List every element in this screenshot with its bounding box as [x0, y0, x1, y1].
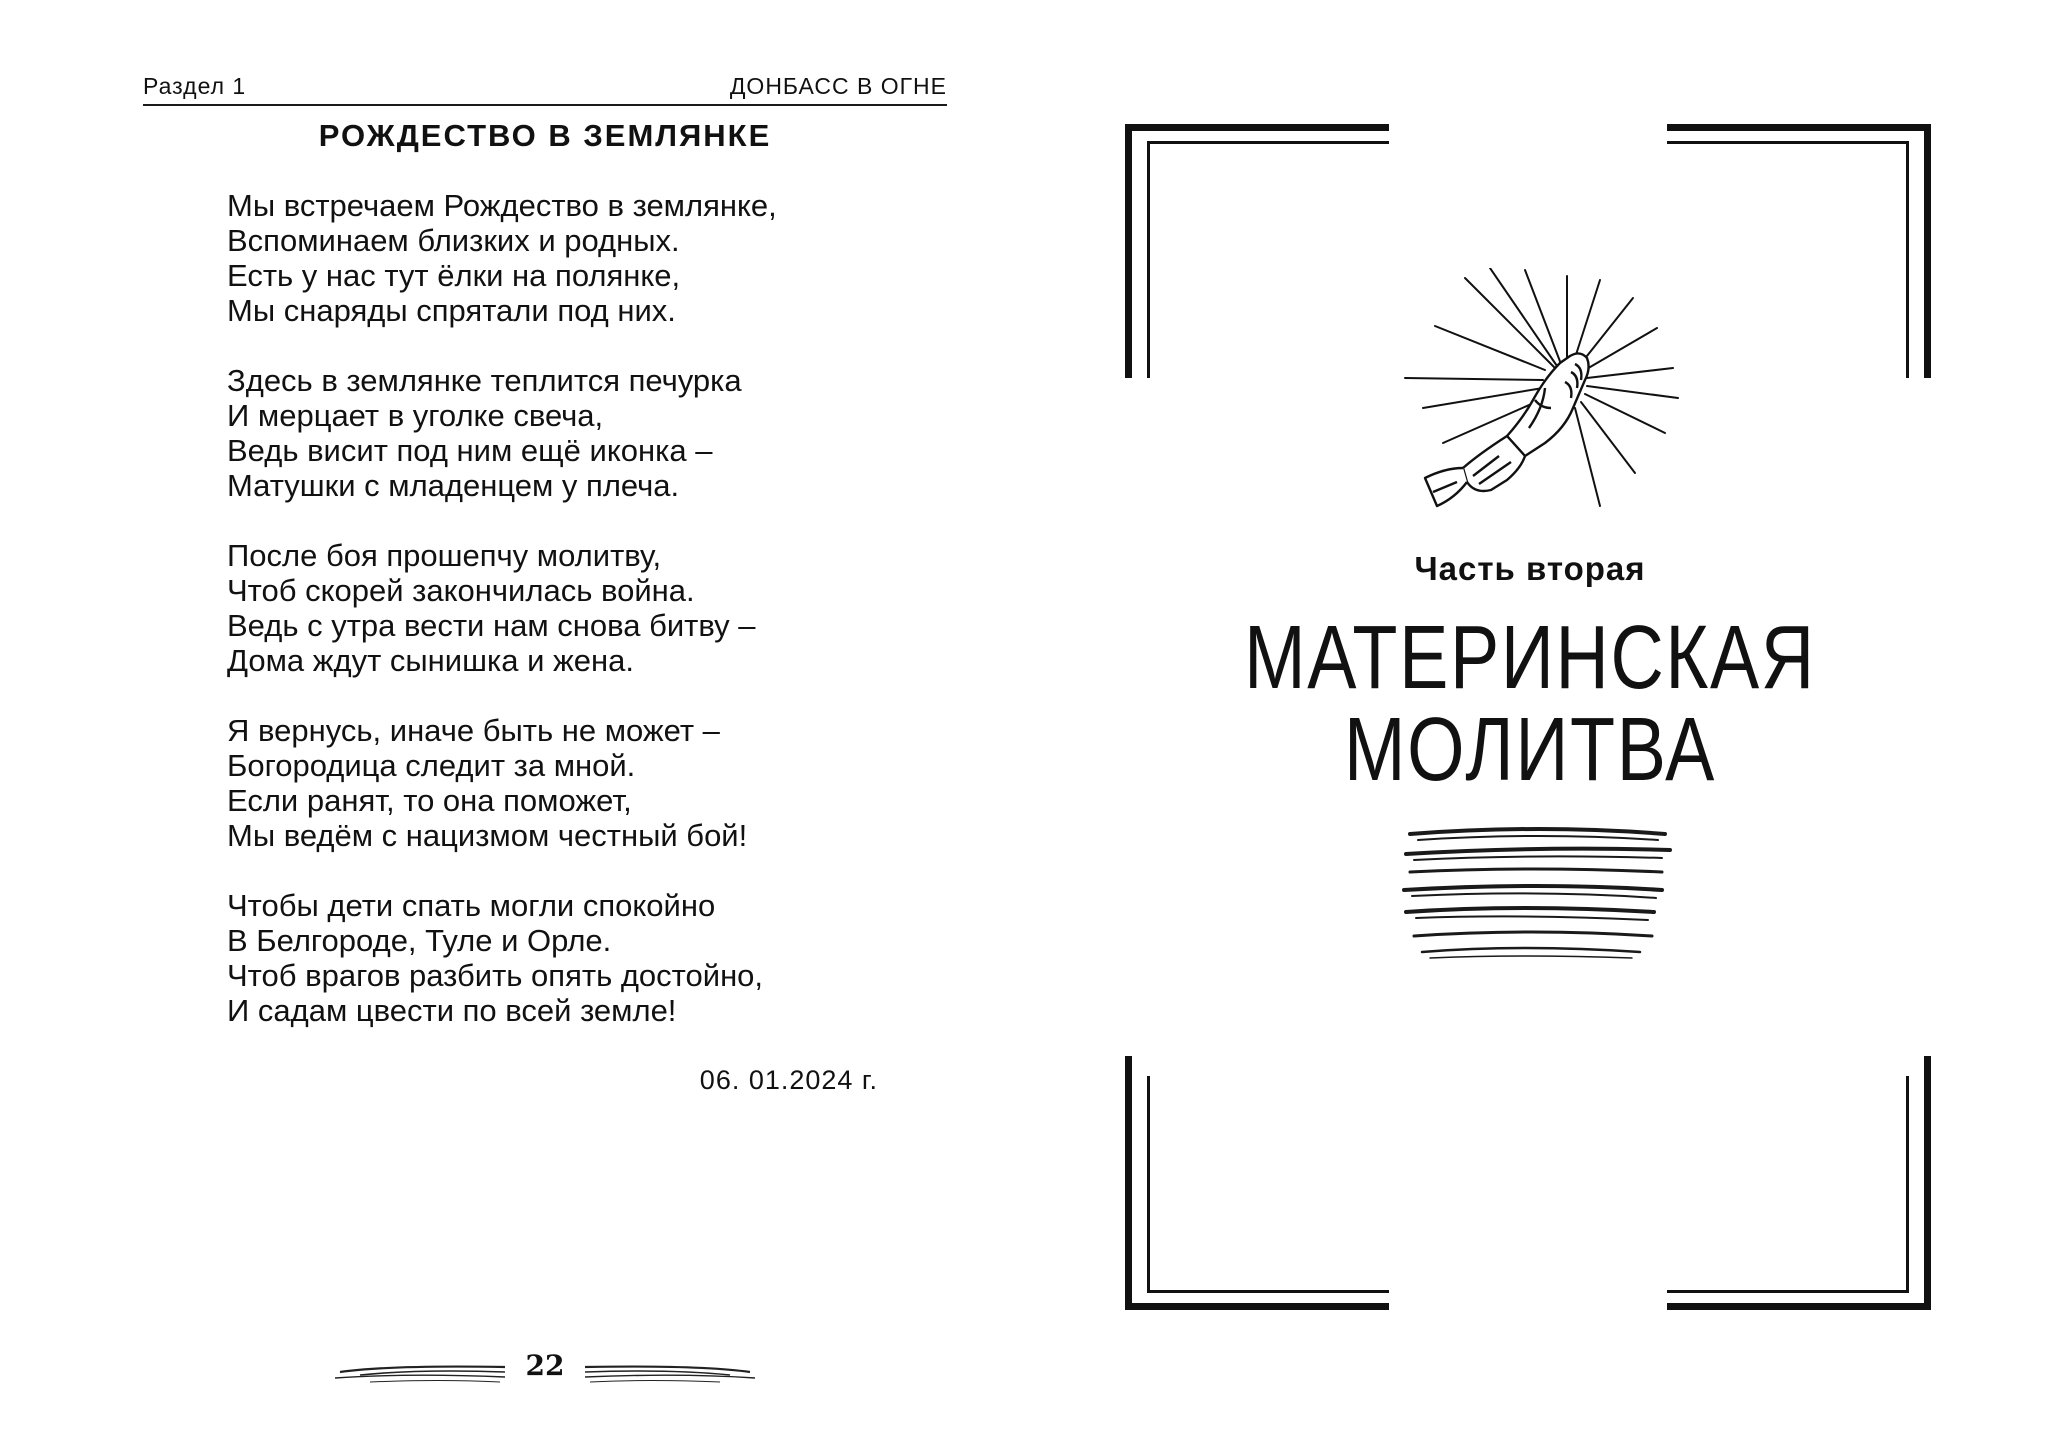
- part-title-line-1: МАТЕРИНСКАЯ: [1244, 608, 1816, 708]
- poem-line: И садам цвести по всей земле!: [227, 993, 677, 1028]
- poem-date: 06. 01.2024 г.: [699, 1065, 878, 1095]
- poem-stanza: [227, 363, 947, 503]
- frame-corner-top-left: [1125, 124, 1389, 378]
- poem-line: Если ранят, то она поможет,: [227, 783, 632, 818]
- poem-line: Есть у нас тут ёлки на полянке,: [227, 258, 681, 293]
- poem-line: Дома ждут сынишка и жена.: [227, 643, 634, 678]
- poem-line: Матушки с младенцем у плеча.: [227, 468, 680, 503]
- page-footer: [330, 1345, 760, 1395]
- poem-line: Чтоб врагов разбить опять достойно,: [227, 958, 764, 993]
- poem-stanza: [227, 713, 947, 853]
- part-title: [1243, 608, 1817, 800]
- poem-line: После боя прошепчу молитву,: [227, 538, 662, 573]
- poem-line: В Белгороде, Туле и Орле.: [227, 923, 612, 958]
- scribble-ornament: [1400, 820, 1680, 970]
- poem-body: [227, 188, 947, 1063]
- part-title-line-2: МОЛИТВА: [1343, 700, 1717, 800]
- page-number: 22: [525, 1349, 565, 1382]
- praying-hands-icon: [1395, 268, 1685, 538]
- part-label: Часть вторая: [1414, 550, 1646, 587]
- poem-line: Ведь висит под ним ещё иконка –: [227, 433, 713, 468]
- footer-ornament-left: [330, 1345, 510, 1395]
- poem-stanza: [227, 888, 947, 1028]
- page-header: [143, 74, 947, 106]
- poem-line: Вспоминаем близких и родных.: [227, 223, 680, 258]
- poem-line: Богородица следит за мной.: [227, 748, 636, 783]
- frame-corner-bottom-right: [1667, 1056, 1931, 1310]
- poem-stanza: [227, 188, 947, 328]
- poem-title: РОЖДЕСТВО В ЗЕМЛЯНКЕ: [318, 118, 772, 153]
- poem-line: И мерцает в уголке свеча,: [227, 398, 604, 433]
- frame-corner-top-right: [1667, 124, 1931, 378]
- frame-corner-bottom-left: [1125, 1056, 1389, 1310]
- poem-line: Мы встречаем Рождество в землянке,: [227, 188, 777, 223]
- poem-line: Чтоб скорей закончилась война.: [227, 573, 695, 608]
- poem-line: Чтобы дети спать могли спокойно: [227, 888, 716, 923]
- poem-line: Ведь с утра вести нам снова битву –: [227, 608, 756, 643]
- running-title: ДОНБАСС В ОГНЕ: [729, 73, 947, 99]
- poem-line: Я вернусь, иначе быть не может –: [227, 713, 720, 748]
- poem-line: Здесь в землянке теплится печурка: [227, 363, 742, 398]
- section-label: Раздел 1: [143, 73, 247, 99]
- footer-ornament-right: [580, 1345, 760, 1395]
- poem-stanza: [227, 538, 947, 678]
- poem-line: Мы ведём с нацизмом честный бой!: [227, 818, 748, 853]
- poem-line: Мы снаряды спрятали под них.: [227, 293, 676, 328]
